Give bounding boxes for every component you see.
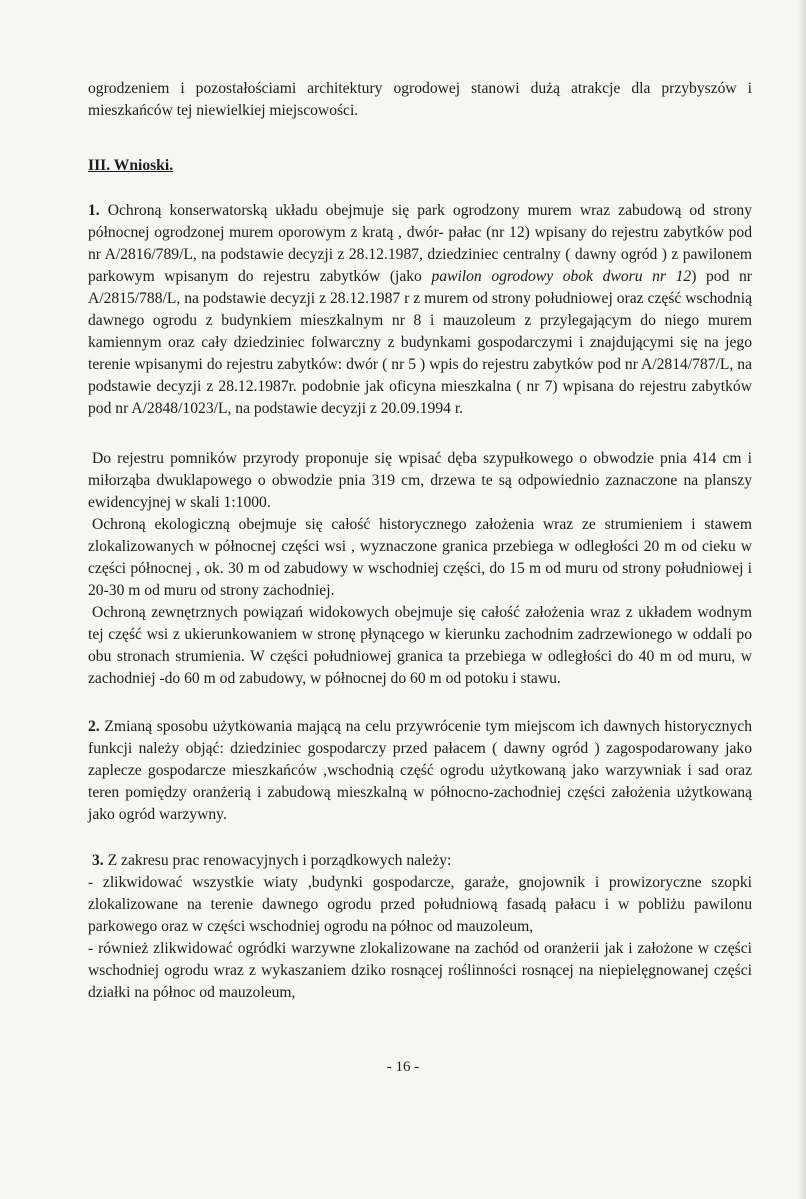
conclusion-1-italic: pawilon ogrodowy obok dworu nr 12: [431, 268, 692, 285]
page-edge-shadow: [798, 0, 806, 1199]
natural-monuments-paragraph: Do rejestru pomników przyrody proponuje się wpisać dęba szypułkowego o obwodzie pnia 414 cm i miłorząba dwuklapowego o obwodzie pnia 319 cm, drzewa te są odpowiednio zaznaczone na planszy ewidencyjnej w skali 1:1000.: [88, 450, 752, 511]
conclusion-2-text: Zmianą sposobu użytkowania mającą na celu przywrócenie tym miejscom ich dawnych historycznych funkcji należy objąć: dziedziniec gospodarczy przed pałacem ( dawny ogród ) zagospodarowany jako zaplecze gospodarcze mieszkańców ,wschodnią część ogrodu użytkowaną jako warzywniak i sad oraz teren pomiędzy oranżerią i zabudową mieszkalną w północno-zachodniej części założenia użytkowaną jako ogród warzywny.: [88, 718, 752, 823]
conclusion-3-item-2: - również zlikwidować ogródki warzywne zlokalizowane na zachód od oranżerii jak i założone w części wschodniej ogrodu wraz z wykaszaniem dziko rosnącej roślinności rosnącej na niepielęgnowanej części działki na północ od mauzoleum,: [88, 940, 752, 1001]
conclusion-3-item-1: - zlikwidować wszystkie wiaty ,budynki gospodarcze, garaże, gnojownik i prowizoryczne szopki zlokalizowane na terenie dawnego ogrodu przed południową fasadą pałacu i w pobliżu pawilonu parkowego oraz w części wschodniej ogrodu na północ od mauzoleum,: [88, 874, 752, 935]
intro-paragraph: ogrodzeniem i pozostałościami architektury ogrodowej stanowi dużą atrakcje dla przybyszów i mieszkańców tej niewielkiej miejscowości.: [88, 80, 752, 119]
page-number: - 16 -: [386, 1059, 420, 1075]
conclusion-3-number: 3.: [92, 852, 104, 869]
conclusion-2-number: 2.: [88, 718, 100, 735]
view-protection-paragraph: Ochroną zewnętrznych powiązań widokowych obejmuje się całość założenia wraz z układem wodnym tej część wsi z ukierunkowaniem w stronę płynącego w kierunku zachodnim zadrzewionego w oddali po obu stronach strumienia. W części południowej granica ta przebiega w odległości do 40 m od muru, w zachodniej -do 60 m od zabudowy, w północnej do 60 m od potoku i stawu.: [88, 604, 752, 687]
conclusion-1-number: 1.: [88, 202, 100, 219]
conclusion-3-text: Z zakresu prac renowacyjnych i porządkowych należy:: [103, 852, 452, 869]
ecological-protection-paragraph: Ochroną ekologiczną obejmuje się całość historycznego założenia wraz ze strumieniem i stawem zlokalizowanych w północnej części wsi , wyznaczone granica przebiega w odległości 20 m od cieku w części północnej , ok. 30 m od zabudowy w wschodniej części, do 15 m od muru od strony południowej i 20-30 m od muru od strony zachodniej.: [88, 516, 752, 599]
document-body: [88, 78, 752, 1004]
conclusion-1-text-b: ) pod nr A/2815/788/L, na podstawie decyzji z 28.12.1987 r z murem od strony południowej oraz część wschodnią dawnego ogrodu z budynkiem mieszkalnym nr 8 i mauzoleum z przylegającym do niego murem kamiennym oraz cały dziedziniec folwarczny z budynkami gospodarczymi i znajdującymi się na jego terenie wpisanymi do rejestru zabytków: dwór ( nr 5 ) wpis do rejestru zabytków pod nr A/2814/787/L, na podstawie decyzji z 28.12.1987r. podobnie jak oficyna mieszkalna ( nr 7) wpisana do rejestru zabytków pod nr A/2848/1023/L, na podstawie decyzji z 20.09.1994 r.: [88, 268, 752, 417]
conclusion-2-paragraph: [88, 716, 752, 826]
section-heading: III. Wnioski.: [88, 157, 174, 174]
conclusion-3-intro: [88, 850, 752, 872]
conclusion-1-paragraph: [88, 200, 752, 420]
conclusion-1-text-a: Ochroną konserwatorską układu obejmuje się park ogrodzony murem wraz zabudową od strony północnej ogrodzonej murem oporowym z kratą , dwór- pałac (nr 12) wpisany do rejestru zabytków pod nr A/2816/789/L, na podstawie decyzji z 28.12.1987, dziedziniec centralny ( dawny ogród ) z pawilonem parkowym wpisanym do rejestru zabytków (jako: [88, 202, 752, 285]
